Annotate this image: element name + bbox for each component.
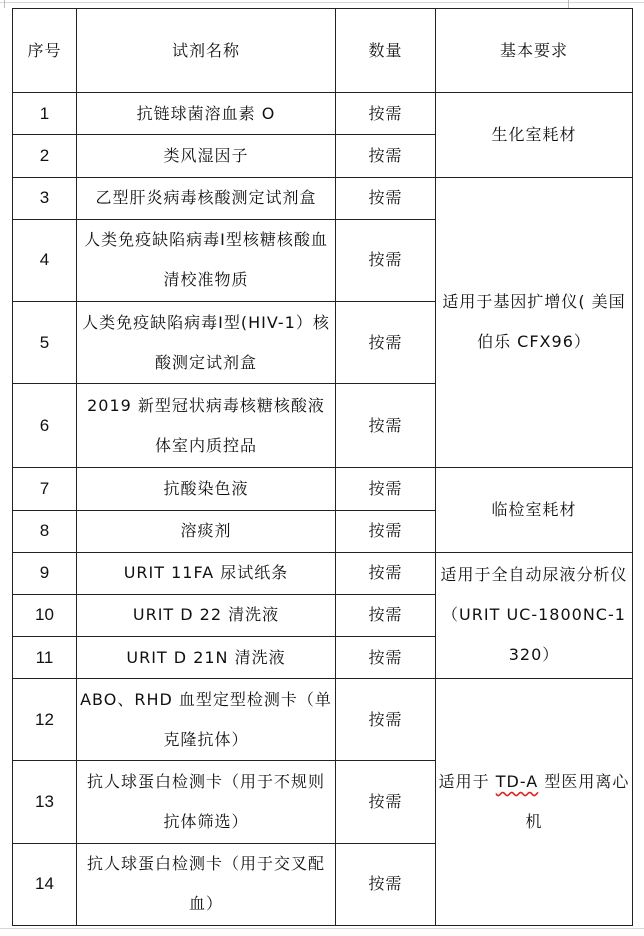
header-row (13, 9, 633, 93)
requirement-cell: 适用于基因扩增仪( 美国伯乐 CFX96） (436, 177, 633, 468)
table-row (13, 552, 633, 594)
row-qty: 按需 (336, 468, 436, 510)
row-qty: 按需 (336, 636, 436, 678)
row-no: 5 (13, 301, 77, 383)
row-name: 人类免疫缺陷病毒Ⅰ型核糖核酸血清校准物质 (77, 219, 336, 301)
row-no: 2 (13, 135, 77, 177)
table-row (13, 93, 633, 135)
header-no: 序号 (13, 9, 77, 93)
row-qty: 按需 (336, 301, 436, 383)
page-edge-top (0, 2, 644, 3)
corner-mark-left (4, 0, 5, 8)
row-qty: 按需 (336, 594, 436, 636)
row-name: 类风湿因子 (77, 135, 336, 177)
row-no: 6 (13, 384, 77, 468)
row-name: ABO、RHD 血型定型检测卡（单克隆抗体） (77, 679, 336, 761)
page-edge-bottom (0, 928, 644, 929)
table-row (13, 177, 633, 219)
row-name: 溶痰剂 (77, 510, 336, 552)
row-qty: 按需 (336, 219, 436, 301)
row-name: URIT D 21N 清洗液 (77, 636, 336, 678)
requirement-cell: 生化室耗材 (436, 93, 633, 177)
row-no: 8 (13, 510, 77, 552)
row-qty: 按需 (336, 93, 436, 135)
centrifuge-model: TD-A (495, 772, 539, 792)
row-no: 3 (13, 177, 77, 219)
requirement-cell: 适用于全自动尿液分析仪（URIT UC-1800NC-1320） (436, 552, 633, 678)
corner-mark-right (568, 0, 569, 8)
row-no: 14 (13, 843, 77, 925)
row-name: 抗人球蛋白检测卡（用于交叉配血） (77, 843, 336, 925)
requirement-cell: 临检室耗材 (436, 468, 633, 552)
row-name: 2019 新型冠状病毒核糖核酸液体室内质控品 (77, 384, 336, 468)
row-no: 7 (13, 468, 77, 510)
requirement-prefix: 适用于 (438, 772, 496, 792)
header-name: 试剂名称 (77, 9, 336, 93)
requirement-suffix: 型医用离心机 (525, 772, 630, 832)
row-name: 抗链球菌溶血素 O (77, 93, 336, 135)
row-qty: 按需 (336, 135, 436, 177)
row-no: 9 (13, 552, 77, 594)
row-no: 4 (13, 219, 77, 301)
row-qty: 按需 (336, 177, 436, 219)
row-no: 13 (13, 761, 77, 843)
header-qty: 数量 (336, 9, 436, 93)
row-name: URIT D 22 清洗液 (77, 594, 336, 636)
row-name: URIT 11FA 尿试纸条 (77, 552, 336, 594)
header-requirement: 基本要求 (436, 9, 633, 93)
table-row (13, 468, 633, 510)
row-no: 10 (13, 594, 77, 636)
reagent-table (12, 8, 633, 926)
row-no: 12 (13, 679, 77, 761)
row-name: 抗人球蛋白检测卡（用于不规则抗体筛选） (77, 761, 336, 843)
row-name: 抗酸染色液 (77, 468, 336, 510)
row-no: 11 (13, 636, 77, 678)
row-name: 乙型肝炎病毒核酸测定试剂盒 (77, 177, 336, 219)
row-qty: 按需 (336, 843, 436, 925)
row-name: 人类免疫缺陷病毒Ⅰ型(HIV-1）核酸测定试剂盒 (77, 301, 336, 383)
row-no: 1 (13, 93, 77, 135)
requirement-cell (436, 679, 633, 926)
row-qty: 按需 (336, 510, 436, 552)
row-qty: 按需 (336, 761, 436, 843)
row-qty: 按需 (336, 384, 436, 468)
row-qty: 按需 (336, 552, 436, 594)
row-qty: 按需 (336, 679, 436, 761)
table-row (13, 679, 633, 761)
